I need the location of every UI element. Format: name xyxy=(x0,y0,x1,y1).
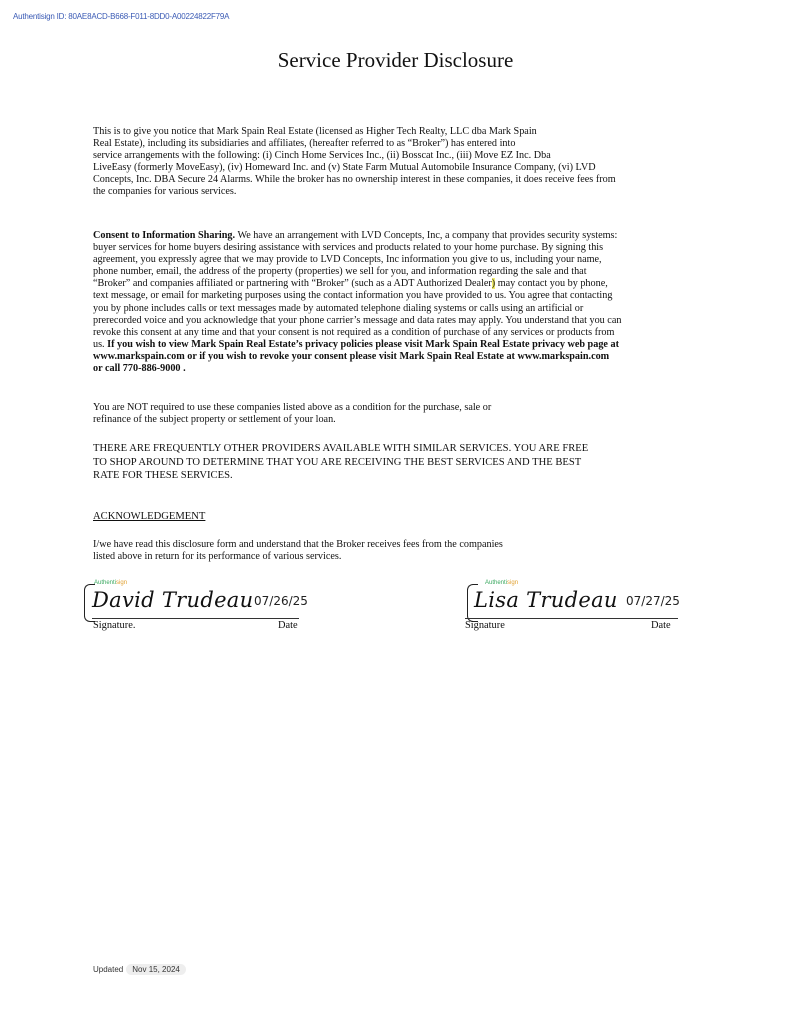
signature-line xyxy=(465,618,678,619)
consent-line: agreement, you expressly agree that we may provide to LVD Concepts, Inc information you give to us, including your name, xyxy=(93,254,602,266)
intro-line: service arrangements with the following: (i) Cinch Home Services Inc., (ii) Bosscat Inc., (iii) Move EZ Inc. Dba xyxy=(93,150,551,162)
authentisign-logo xyxy=(485,580,518,586)
authentisign-id: Authentisign ID: 80AE8ACD-B668-F011-8DD0-A00224822F79A xyxy=(13,12,230,21)
acknowledgement-paragraph xyxy=(93,539,503,563)
signature: Lisa Trudeau xyxy=(474,588,618,612)
consent-line xyxy=(93,339,621,351)
updated-date: Nov 15, 2024 xyxy=(126,964,186,975)
privacy-notice: If you wish to view Mark Spain Real Estate’s privacy policies please visit Mark Spain Real Estate privacy web page at xyxy=(107,338,619,350)
updated-footer xyxy=(93,964,186,975)
consent-line: you by phone includes calls or text messages made by automated telephone dialing systems or calls using an artificial or xyxy=(93,302,584,314)
consent-line: phone number, email, the address of the property (properties) we sell for you, and information regarding the sale and that xyxy=(93,266,587,278)
signature-block-2 xyxy=(463,578,678,633)
logo-text: Authenti xyxy=(94,580,117,586)
consent-heading: Consent to Information Sharing. xyxy=(93,230,236,241)
date-caption: Date xyxy=(651,620,671,631)
page-title: Service Provider Disclosure xyxy=(277,48,514,72)
ack-line: listed above in return for its performance of various services. xyxy=(93,551,342,563)
consent-line: buyer services for home buyers desiring assistance with services and products related to your home purchase. By signing this xyxy=(93,242,604,254)
intro-line: LiveEasy (formerly MoveEasy), (iv) Homeward Inc. and (v) State Farm Mutual Automobile Insurance Company, (vi) LVD xyxy=(93,162,596,174)
signature-date: 07/26/25 xyxy=(254,594,308,608)
logo-text: sign xyxy=(507,580,519,586)
consent-line: prerecorded voice and you acknowledge that your phone carrier’s message and data rates may apply. You understand that you can xyxy=(93,314,622,326)
signature: David Trudeau xyxy=(92,588,254,612)
intro-line: the companies for various services. xyxy=(93,186,237,198)
consent-line xyxy=(93,230,621,242)
privacy-notice: or call 770-886-9000 . xyxy=(93,363,186,375)
consent-text: may contact you by phone, xyxy=(495,278,608,290)
logo-text: Authenti xyxy=(485,580,508,586)
consent-line xyxy=(93,351,621,363)
consent-line xyxy=(93,278,621,290)
required-line: refinance of the subject property or settlement of your loan. xyxy=(93,414,336,426)
signature-date: 07/27/25 xyxy=(626,594,680,608)
consent-text: We have an arrangement with LVD Concepts, Inc, a company that provides security systems: xyxy=(235,230,618,241)
signature-line xyxy=(92,618,299,619)
date-caption: Date xyxy=(278,620,298,631)
signature-caption: Signature. xyxy=(93,620,136,631)
required-line: You are NOT required to use these companies listed above as a condition for the purchase, sale or xyxy=(93,402,492,413)
intro-line: This is to give you notice that Mark Spain Real Estate (licensed as Higher Tech Realty, LLC dba Mark Spain xyxy=(93,126,537,137)
intro-paragraph xyxy=(93,126,616,199)
acknowledgement-heading: ACKNOWLEDGEMENT xyxy=(93,511,206,522)
signature-block-1 xyxy=(84,578,308,633)
consent-line xyxy=(93,363,621,375)
authentisign-logo xyxy=(94,580,127,586)
signature-caption: Signature xyxy=(465,620,505,631)
notice-line: RATE FOR THESE SERVICES. xyxy=(93,470,233,481)
not-required-paragraph xyxy=(93,402,491,426)
intro-line: Real Estate), including its subsidiaries and affiliates, (hereafter referred to as “Broker”) has entered into xyxy=(93,138,516,150)
consent-line: revoke this consent at any time and that your consent is not required as a condition of purchase of any services or products from xyxy=(93,326,615,338)
consent-text: us. xyxy=(93,338,108,350)
intro-line: Concepts, Inc. DBA Secure 24 Alarms. While the broker has no ownership interest in these companies, it does receive fees from xyxy=(93,174,616,186)
notice-line: THERE ARE FREQUENTLY OTHER PROVIDERS AVAILABLE WITH SIMILAR SERVICES. YOU ARE FREE xyxy=(93,443,589,454)
other-providers-notice xyxy=(93,442,588,483)
consent-text: “Broker” and companies affiliated or partnering with “Broker” (such as a ADT Authorized Dealer xyxy=(93,278,492,290)
updated-label: Updated xyxy=(93,965,124,974)
consent-paragraph xyxy=(93,230,621,375)
logo-text: sign xyxy=(116,580,128,586)
highlight-mark: ) xyxy=(491,278,496,290)
privacy-notice: www.markspain.com or if you wish to revoke your consent please visit Mark Spain Real Estate at www.markspain.com xyxy=(93,350,610,362)
notice-line: TO SHOP AROUND TO DETERMINE THAT YOU ARE RECEIVING THE BEST SERVICES AND THE BEST xyxy=(93,456,582,468)
ack-line: I/we have read this disclosure form and understand that the Broker receives fees from the companies xyxy=(93,539,503,550)
consent-line: text message, or email for marketing purposes using the contact information you have provided to us. You agree that contacting xyxy=(93,290,613,302)
